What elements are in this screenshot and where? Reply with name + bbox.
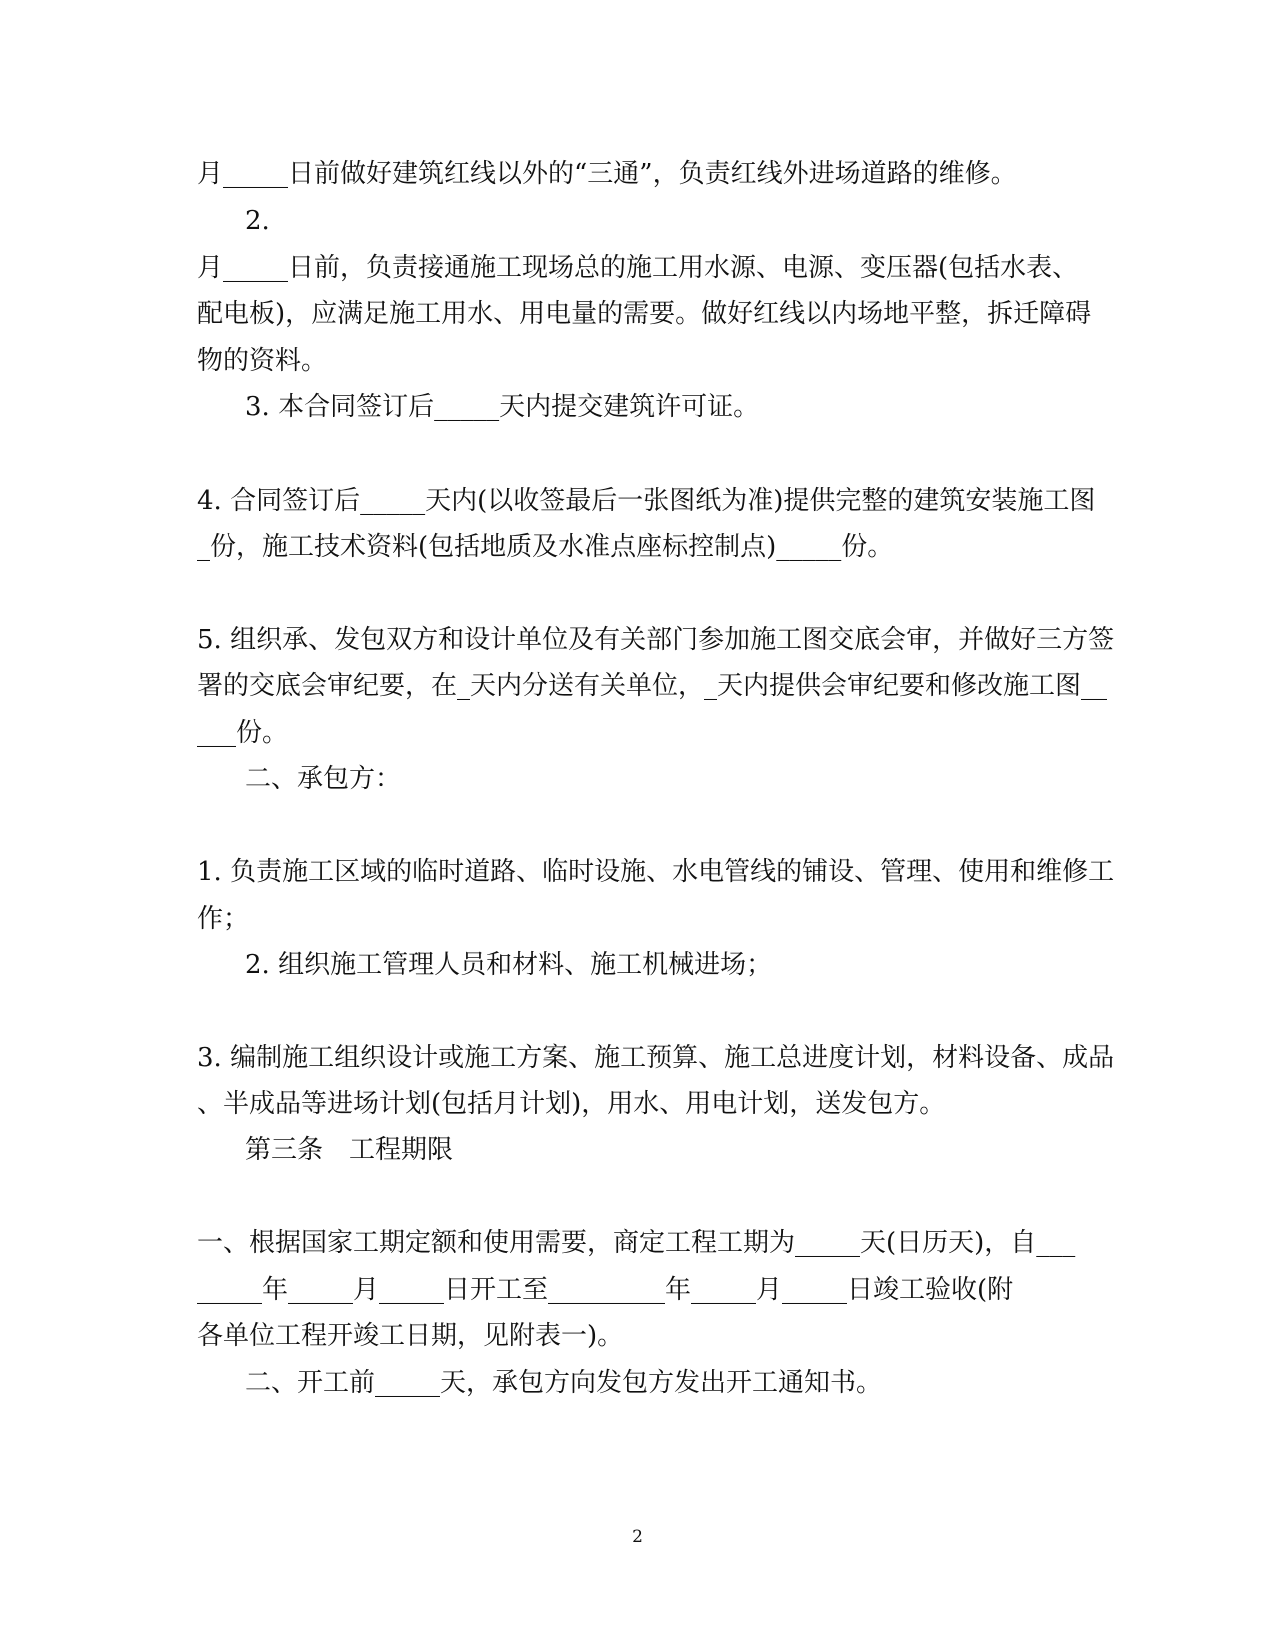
text-line: 2.: [245, 206, 270, 236]
text-line: 二、开工前_____天，承包方向发包方发出开工通知书。: [245, 1368, 883, 1398]
text-line: _份，施工技术资料(包括地质及水准点座标控制点)_____份。: [197, 532, 894, 562]
text-line: 4. 合同签订后_____天内(以收签最后一张图纸为准)提供完整的建筑安装施工图: [197, 486, 1096, 516]
text-line: 署的交底会审纪要，在_天内分送有关单位，_天内提供会审纪要和修改施工图__: [197, 671, 1108, 701]
text-line: ___份。: [197, 718, 289, 748]
text-line: 一、根据国家工期定额和使用需要，商定工程工期为_____天(日历天)，自___: [197, 1228, 1076, 1258]
text-line: 5. 组织承、发包双方和设计单位及有关部门参加施工图交底会审，并做好三方签: [197, 625, 1115, 655]
text-line: 各单位工程开竣工日期，见附表一)。: [197, 1321, 624, 1351]
text-line: 1. 负责施工区域的临时道路、临时设施、水电管线的铺设、管理、使用和维修工: [197, 857, 1115, 887]
text-line: 月_____日前，负责接通施工现场总的施工用水源、电源、变压器(包括水表、: [197, 253, 1079, 283]
text-line: 2. 组织施工管理人员和材料、施工机械进场；: [245, 950, 773, 980]
text-line: 作；: [197, 904, 250, 934]
article-heading: 第三条 工程期限: [245, 1135, 454, 1165]
text-line: 3. 编制施工组织设计或施工方案、施工预算、施工总进度计划，材料设备、成品: [197, 1043, 1115, 1073]
text-line: 、半成品等进场计划(包括月计划)，用水、用电计划，送发包方。: [197, 1089, 946, 1119]
text-line: 配电板)，应满足施工用水、用电量的需要。做好红线以内场地平整，拆迁障碍: [197, 299, 1092, 329]
section-heading: 二、承包方：: [245, 764, 402, 794]
text-line: _____年_____月_____日开工至_________年_____月_____日竣工验收(附: [197, 1275, 1014, 1305]
page-number: 2: [632, 1527, 643, 1547]
text-line: 3. 本合同签订后_____天内提交建筑许可证。: [245, 392, 760, 422]
text-line: 月_____日前做好建筑红线以外的“三通”，负责红线外进场道路的维修。: [197, 159, 1017, 189]
text-line: 物的资料。: [197, 346, 328, 376]
